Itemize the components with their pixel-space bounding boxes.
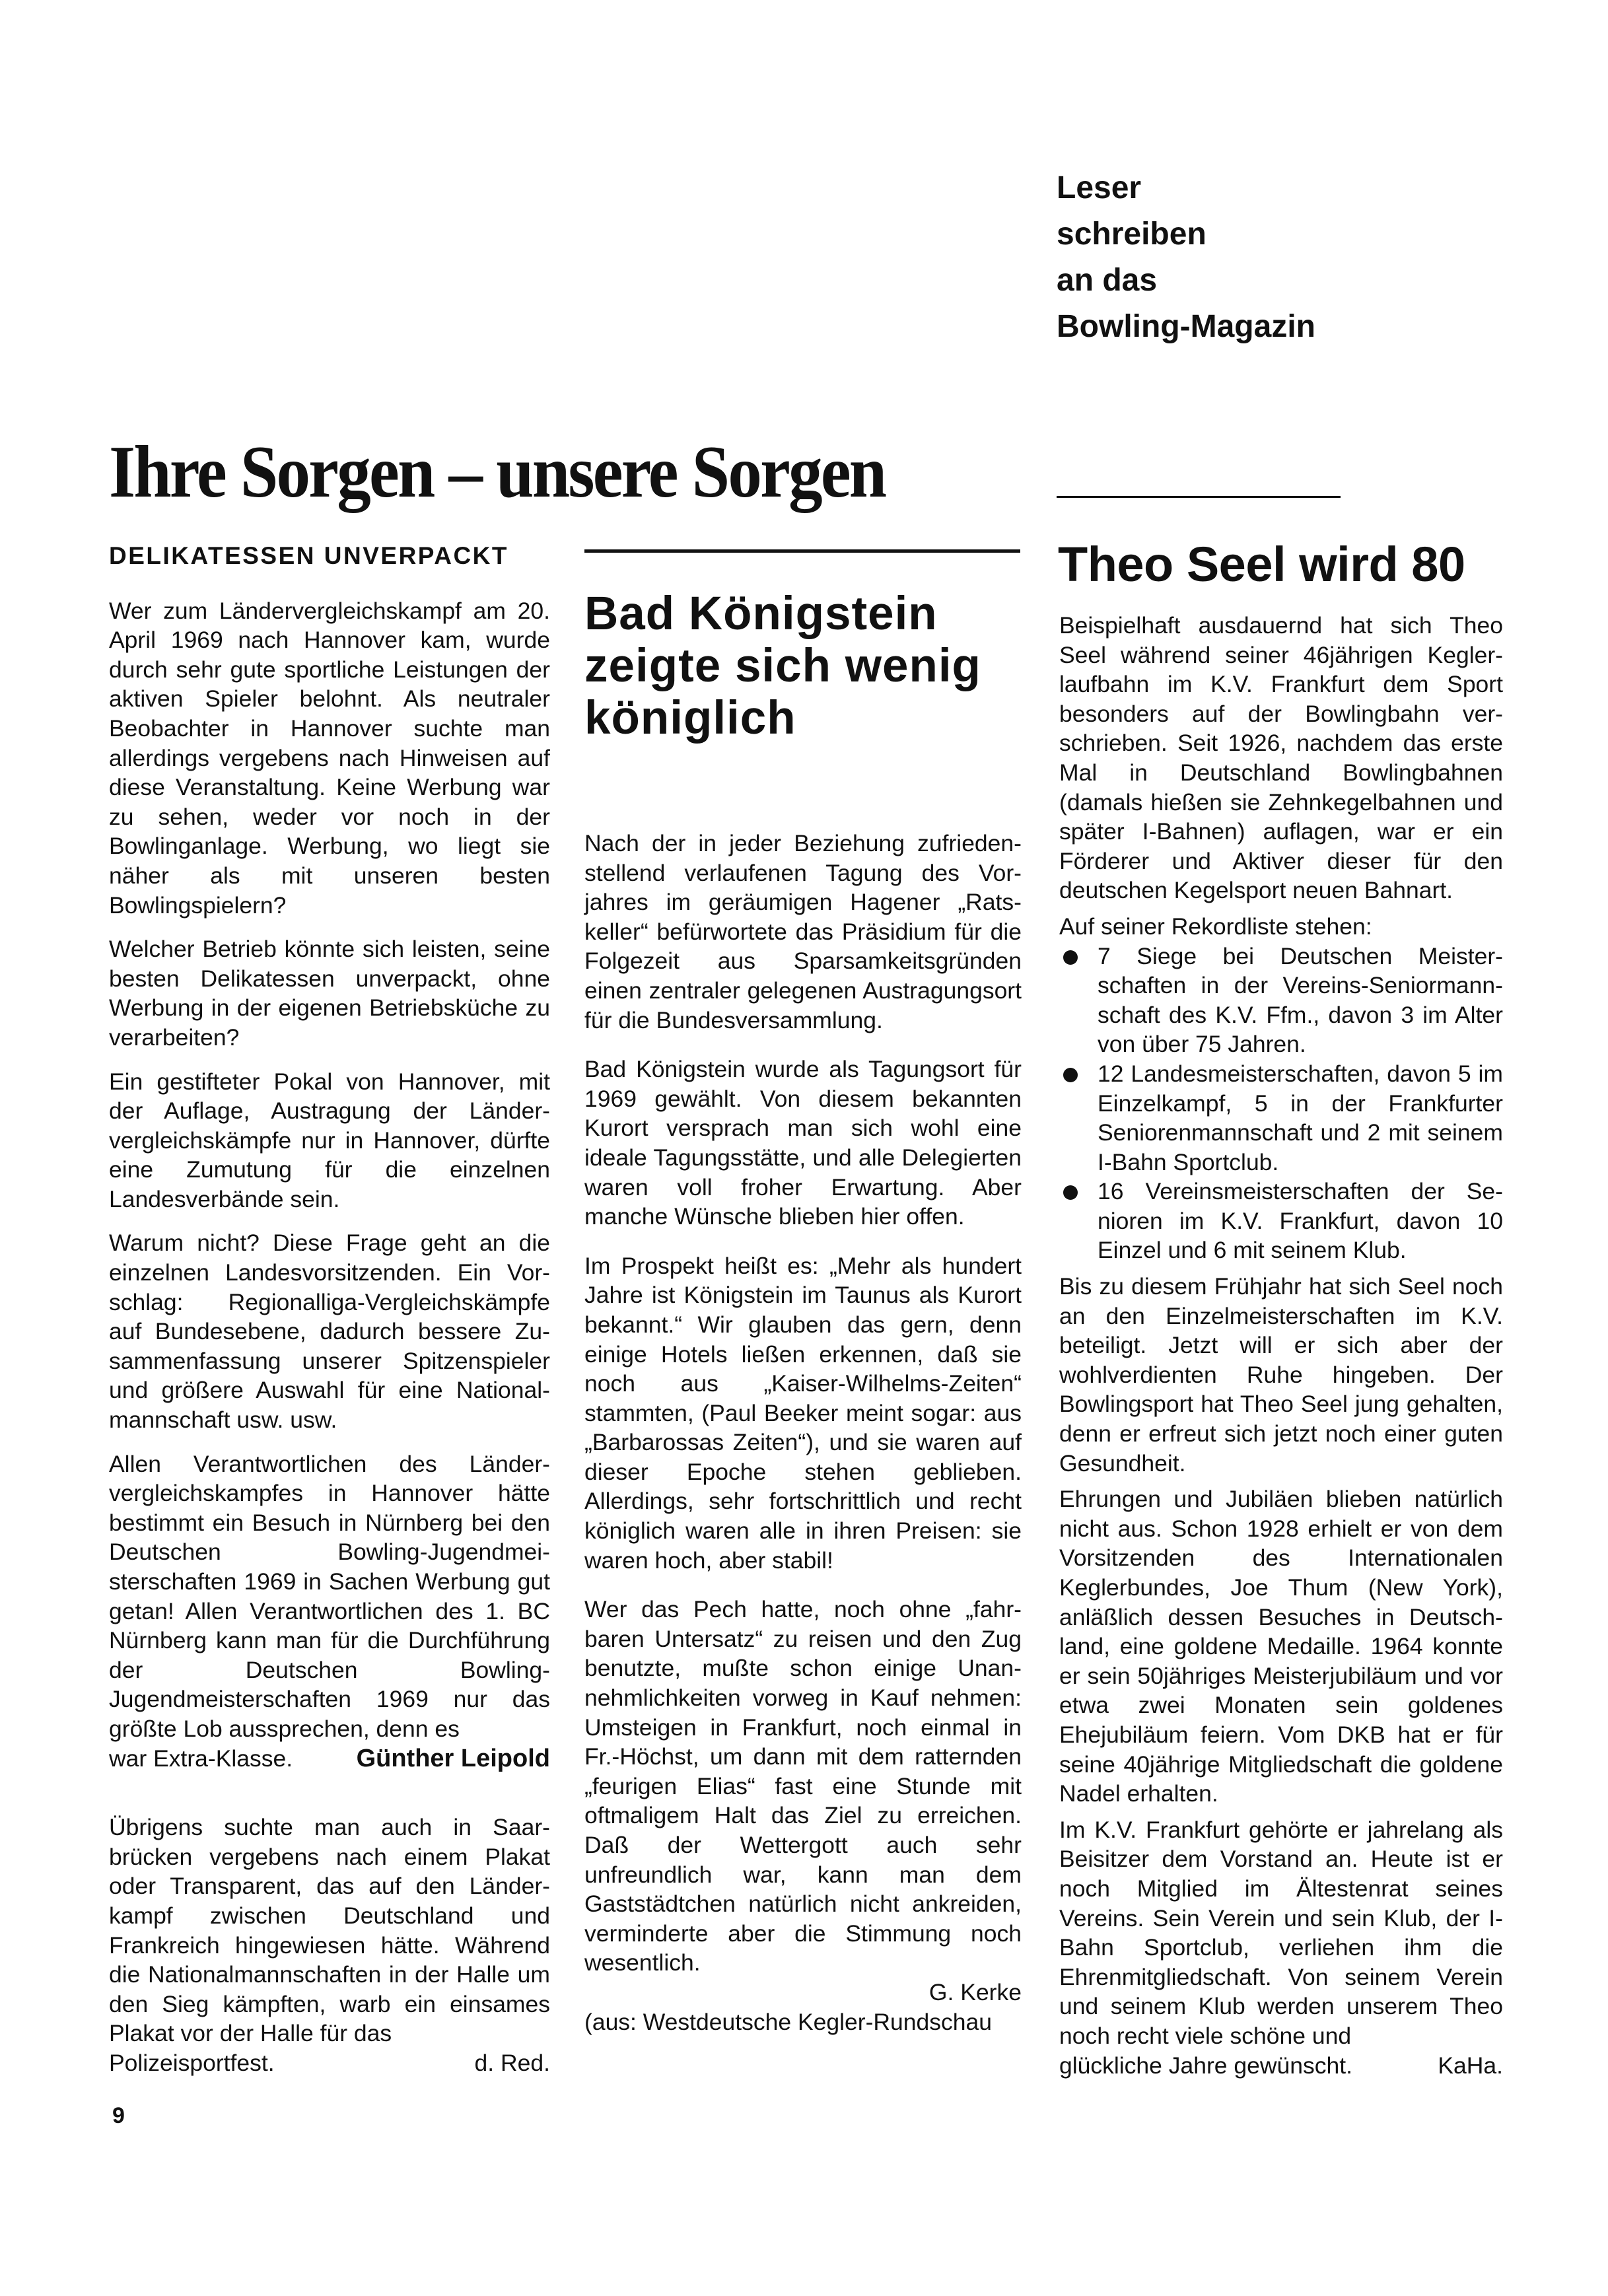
article-paragraph: Beispielhaft ausdauernd hat sich Theo Seel während seiner 46jährigen Keglerlaufbahn im K.V. Frankfurt dem Sport besonders auf der Bowlingbahn verschrieben. Seit 1926, nachdem das erste Mal in Deutschland Bowlingbahnen (damals hießen sie Zehnkegelbahnen und später I-Bahnen) auflagen, war er ein Förderer und Aktiver dieser für den deutschen Kegelsport neuen Bahnart.: [1059, 612, 1503, 904]
list-item: [1059, 1059, 1503, 1177]
list-item: [1059, 1177, 1503, 1265]
list-item: [1059, 942, 1503, 1059]
list-intro: Auf seiner Rekordliste stehen:: [1059, 913, 1372, 940]
section-heading: DELIKATESSEN UNVERPACKT: [109, 542, 509, 569]
article-paragraph: Im K.V. Frankfurt gehörte er jahrelang als Beisitzer dem Vorstand an. Heute ist er noch Mitglied im Ältestenrat seines Vereins. Sein Verein und sein Klub, der I-Bahn Sportclub, verliehen ihm die Ehrenmitgliedschaft. Von seinem Verein und seinem Klub werden unserem Theo noch recht viele schöne und: [1059, 1816, 1503, 2049]
article-headline: Theo Seel wird 80: [1058, 537, 1465, 592]
kicker-line: Bowling-Magazin: [1057, 309, 1315, 344]
spacer: [109, 1773, 550, 1813]
article-headline: Bad Königstein zeigte sich wenig königlich: [584, 588, 981, 744]
page-number: 9: [112, 2103, 125, 2128]
addendum-signature-line: [109, 2048, 550, 2078]
article-paragraph: Welcher Betrieb könnte sich leisten, seine besten Delikatessen unverpackt, ohne Werbung in der eigenen Betriebsküche zu verarbeiten?: [109, 936, 550, 1051]
kicker-line: schreiben: [1057, 217, 1206, 252]
article-paragraph: Ehrungen und Jubiläen blieben natürlich nicht aus. Schon 1928 erhielt er von dem Vorsitzenden des Internationalen Keglerbundes, Joe Thum (New York), anläßlich dessen Besuches in Deutschland, eine goldene Medaille. 1964 konnte er sein 50jähriges Meisterjubiläum und vor etwa zwei Monaten sein goldenes Ehejubiläum feiern. Vom DKB hat er für seine 40jährige Mitgliedschaft die goldene Nadel erhalten.: [1059, 1486, 1503, 1807]
closing-text: war Extra-Klasse.: [109, 1745, 293, 1772]
author-signature: Günther Leipold: [356, 1744, 550, 1772]
source-citation: (aus: Westdeutsche Kegler-Rundschau: [584, 2008, 992, 2035]
article-paragraph: Wer das Pech hatte, noch ohne „fahrbaren Untersatz“ zu reisen und den Zug benutzte, mußte schon einige Unannehmlichkeiten vorweg in Kauf nehmen: Umsteigen in Frankfurt, noch einmal in Fr.-Höchst, um dann mit dem ratternden „feurigen Elias“ fast eine Stunde mit oftmaligem Halt das Ziel zu erreichen. Daß der Wettergott auch sehr unfreundlich war, kann man dem Gaststädtchen natürlich nicht ankreiden, verminderte aber die Stimmung noch wesentlich.: [584, 1596, 1022, 1976]
right-header-rule: [1057, 496, 1341, 498]
closing-text: Polizeisportfest.: [109, 2049, 275, 2076]
article-paragraph: Im Prospekt heißt es: „Mehr als hundert Jahre ist Königstein im Taunus als Kurort bekannt.“ Wir glauben das gern, denn einige Hotels ließen erkennen, daß sie noch aus „Kaiser-Wilhelms-Zeiten“ stammten, (Paul Beeker meint sogar: aus „Barbarossas Zeiten“), und sie waren auf dieser Epoche stehen geblieben. Allerdings, sehr fortschrittlich und recht königlich waren alle in ihren Preisen: sie waren hoch, aber stabil!: [584, 1252, 1022, 1574]
article-paragraph: Ein gestifteter Pokal von Hannover, mit der Auflage, Austragung der Ländervergleichskämpfe nur in Hannover, dürfte eine Zumutung für die einzelnen Landesverbände sein.: [109, 1068, 550, 1212]
article-paragraph: Bad Königstein wurde als Tagungsort für 1969 gewählt. Von diesem bekannten Kurort versprach man sich wohl eine ideale Tagungsstätte, und alle Delegierten waren voll froher Erwartung. Aber manche Wünsche blieben hier offen.: [584, 1056, 1022, 1230]
right-article: [1059, 611, 1503, 2080]
article-paragraph: Allen Verantwortlichen des Ländervergleichskampfes in Hannover hätte bestimmt ein Besuch in Nürnberg bei den Deutschen Bowling-Jugendmeisterschaften 1969 in Sachen Werbung gut getan! Allen Verantwortlichen des 1. BC Nürnberg kann man für die Durchführung der Deutschen Bowling-Jugendmeisterschaften 1969 nur das größte Lob aussprechen, denn es: [109, 1450, 550, 1742]
closing-text: glückliche Jahre gewünscht.: [1059, 2052, 1352, 2079]
left-article: [109, 541, 550, 2078]
record-list: [1059, 942, 1503, 1266]
kicker-line: Leser: [1057, 170, 1142, 205]
signature-line: [109, 1744, 550, 1774]
editor-signature: d. Red.: [474, 2049, 550, 2076]
section-kicker: [1057, 165, 1315, 350]
author-signature: G. Kerke: [928, 1978, 1022, 2005]
bullet-icon: [1063, 1068, 1078, 1082]
addendum-paragraph: Übrigens suchte man auch in Saarbrücken vergebens nach einem Plakat oder Transparent, das auf den Länderkampf zwischen Deutschland und Frankreich hingewiesen hätte. Während die Nationalmannschaften in der Halle um den Sieg kämpften, warb ein einsames Plakat vor der Halle für das: [109, 1814, 550, 2047]
middle-article: [584, 829, 1022, 2036]
middle-column-rule: [584, 549, 1020, 553]
kicker-line: an das: [1057, 263, 1158, 298]
article-paragraph: Warum nicht? Diese Frage geht an die einzelnen Landesvorsitzenden. Ein Vorschlag: Regionalliga-Vergleichskämpfe auf Bundesebene, dadurch bessere Zusammenfassung unserer Spitzenspieler und größere Auswahl für eine Nationalmannschaft usw. usw.: [109, 1230, 550, 1434]
list-item-text: 12 Landesmeisterschaften, davon 5 im Einzelkampf, 5 in der Frankfurter Seniorenmannschaft und 2 mit seinem I-Bahn Sportclub.: [1098, 1060, 1503, 1175]
article-paragraph: Wer zum Ländervergleichskampf am 20. April 1969 nach Hannover kam, wurde durch sehr gute sportliche Leistungen der aktiven Spieler belohnt. Als neutraler Beobachter in Hannover suchte man allerdings vergebens nach Hinweisen auf diese Veranstaltung. Keine Werbung war zu sehen, weder vor noch in der Bowlinganlage. Werbung, wo liegt sie näher als mit unseren besten Bowlingspielern?: [109, 597, 550, 919]
signature-line: [1059, 2051, 1503, 2081]
page-title: Ihre Sorgen – unsere Sorgen: [109, 431, 886, 514]
article-paragraph: Bis zu diesem Frühjahr hat sich Seel noch an den Einzelmeisterschaften im K.V. beteiligt. Jetzt will er sich aber der wohlverdienten Ruhe hingeben. Der Bowlingsport hat Theo Seel jung gehalten, denn er erfreut sich jetzt noch einer guten Gesundheit.: [1059, 1273, 1503, 1477]
bullet-icon: [1063, 1185, 1078, 1200]
author-signature: KaHa.: [1438, 2052, 1503, 2079]
article-paragraph: Nach der in jeder Beziehung zufriedenstellend verlaufenen Tagung des Vorjahres im geräumigen Hagener „Ratskeller“ befürwortete das Präsidium für die Folgezeit aus Sparsamkeitsgründen einen zentraler gelegenen Austragungsort für die Bundesversammlung.: [584, 830, 1022, 1033]
list-item-text: 7 Siege bei Deutschen Meisterschaften in der Vereins-Seniormannschaft des K.V. Ffm., davon 3 im Alter von über 75 Jahren.: [1098, 942, 1503, 1058]
bullet-icon: [1063, 950, 1078, 965]
list-item-text: 16 Vereinsmeisterschaften der Senioren im K.V. Frankfurt, davon 10 Einzel und 6 mit seinem Klub.: [1098, 1178, 1503, 1264]
